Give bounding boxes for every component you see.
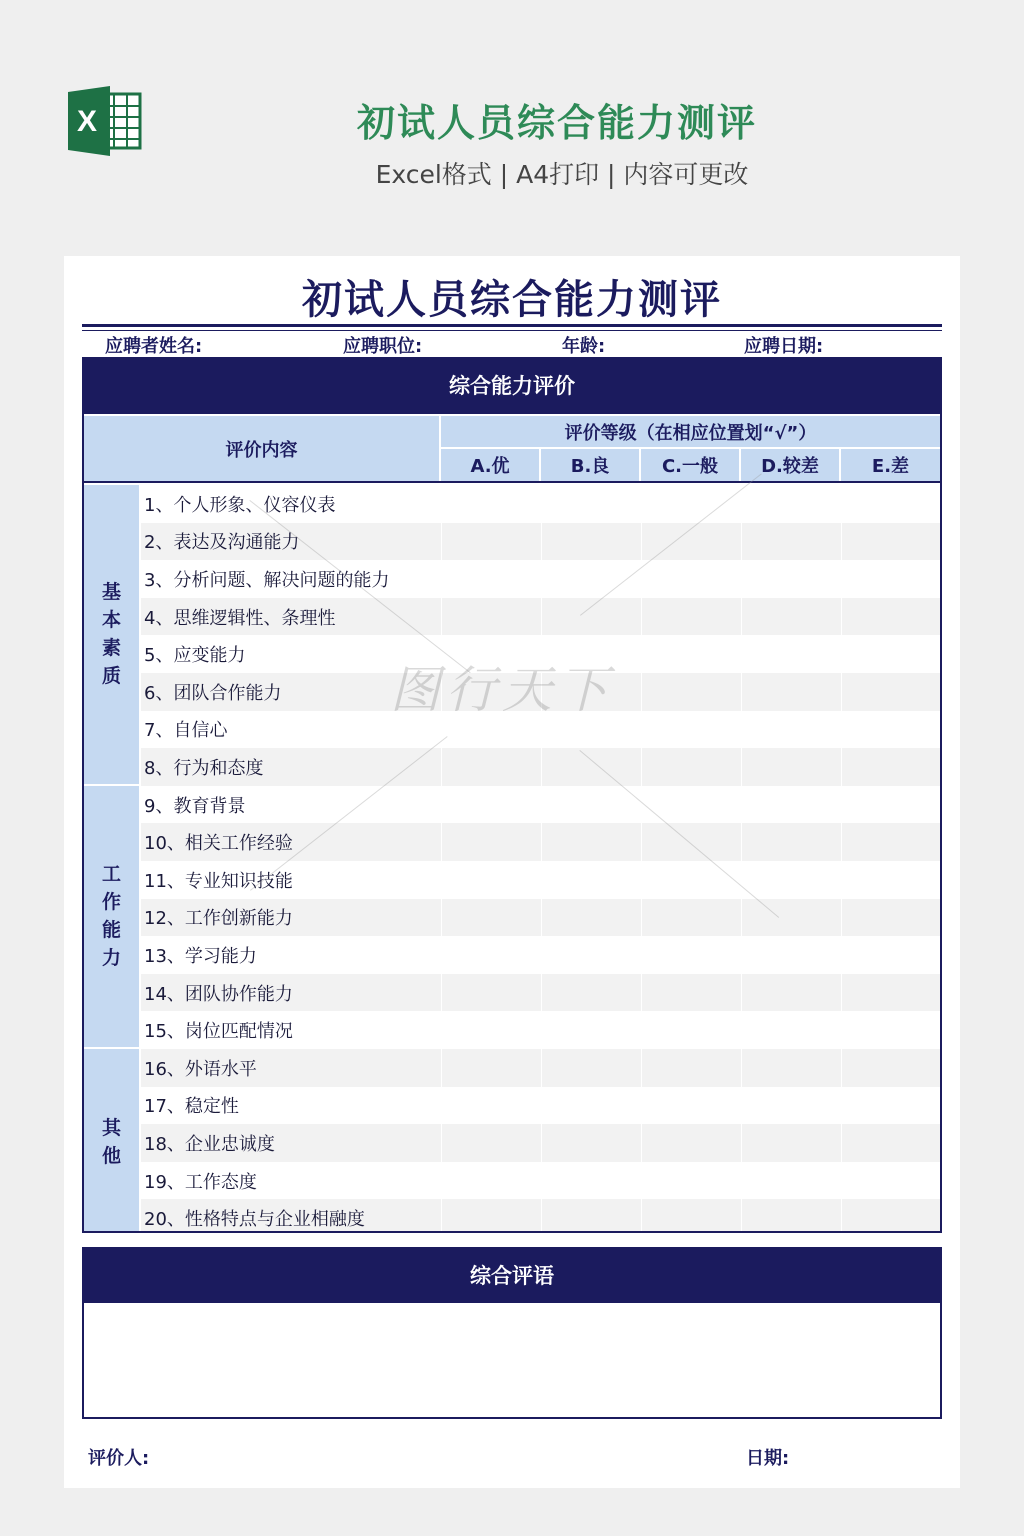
row-label: 5、应变能力 [144,645,246,667]
category-cell: 工 作 能 力 [84,786,139,1047]
row-label: 2、表达及沟通能力 [144,532,300,554]
row-label: 14、团队协作能力 [144,983,293,1005]
title-rule-thin [82,330,942,331]
row-label: 13、学习能力 [144,945,257,967]
row-label: 18、企业忠诚度 [144,1133,275,1155]
header-divider [84,481,940,483]
info-date: 应聘日期: [744,336,824,357]
title-rule [82,324,942,327]
grade-e: E.差 [841,449,940,481]
grade-column-divider [541,485,542,1233]
evaluator-label: 评价人: [88,1448,150,1469]
row-label: 9、教育背景 [144,795,246,817]
summary-box [82,1247,942,1419]
category-cell: 基 本 素 质 [84,485,139,784]
row-label: 15、岗位匹配情况 [144,1021,293,1043]
info-age: 年龄: [562,336,606,357]
col-grade-header: 评价等级（在相应位置划“√”） [441,416,940,447]
col-content-header: 评价内容 [84,416,439,481]
promo-title: 初试人员综合能力测评 [356,101,757,145]
row-label: 16、外语水平 [144,1058,257,1080]
row-label: 12、工作创新能力 [144,908,293,930]
grade-column-divider [441,485,442,1233]
section-title: 综合能力评价 [84,359,940,414]
row-label: 20、性格特点与企业相融度 [144,1209,365,1231]
row-label: 8、行为和态度 [144,757,264,779]
summary-title: 综合评语 [84,1249,940,1303]
promo-subtitle: Excel格式 | A4打印 | 内容可更改 [375,160,749,189]
grade-d: D.较差 [741,449,839,481]
grade-column-divider [641,485,642,1233]
grade-a: A.优 [441,449,539,481]
row-label: 4、思维逻辑性、条理性 [144,607,336,629]
row-label: 6、团队合作能力 [144,682,282,704]
row-label: 10、相关工作经验 [144,833,293,855]
watermark: 图行天下 [390,661,614,719]
promo-header [0,0,1024,256]
category-cell: 其 他 [84,1049,139,1233]
grade-c: C.一般 [641,449,739,481]
row-label: 3、分析问题、解决问题的能力 [144,569,390,591]
row-label: 19、工作态度 [144,1171,257,1193]
row-label: 17、稳定性 [144,1096,239,1118]
row-label: 1、个人形象、仪容仪表 [144,494,336,516]
document-sheet [64,256,960,1488]
evaluation-table [82,357,942,1233]
summary-comment-area[interactable] [84,1303,940,1417]
info-applicant-name: 应聘者姓名: [105,336,203,357]
svg-text:X: X [76,105,98,138]
eval-date-label: 日期: [746,1448,790,1469]
info-position: 应聘职位: [343,336,423,357]
grade-column-divider [841,485,842,1233]
row-label: 11、专业知识技能 [144,870,293,892]
grade-b: B.良 [541,449,639,481]
document-title: 初试人员综合能力测评 [302,277,722,323]
row-label: 7、自信心 [144,720,228,742]
grade-column-divider [741,485,742,1233]
